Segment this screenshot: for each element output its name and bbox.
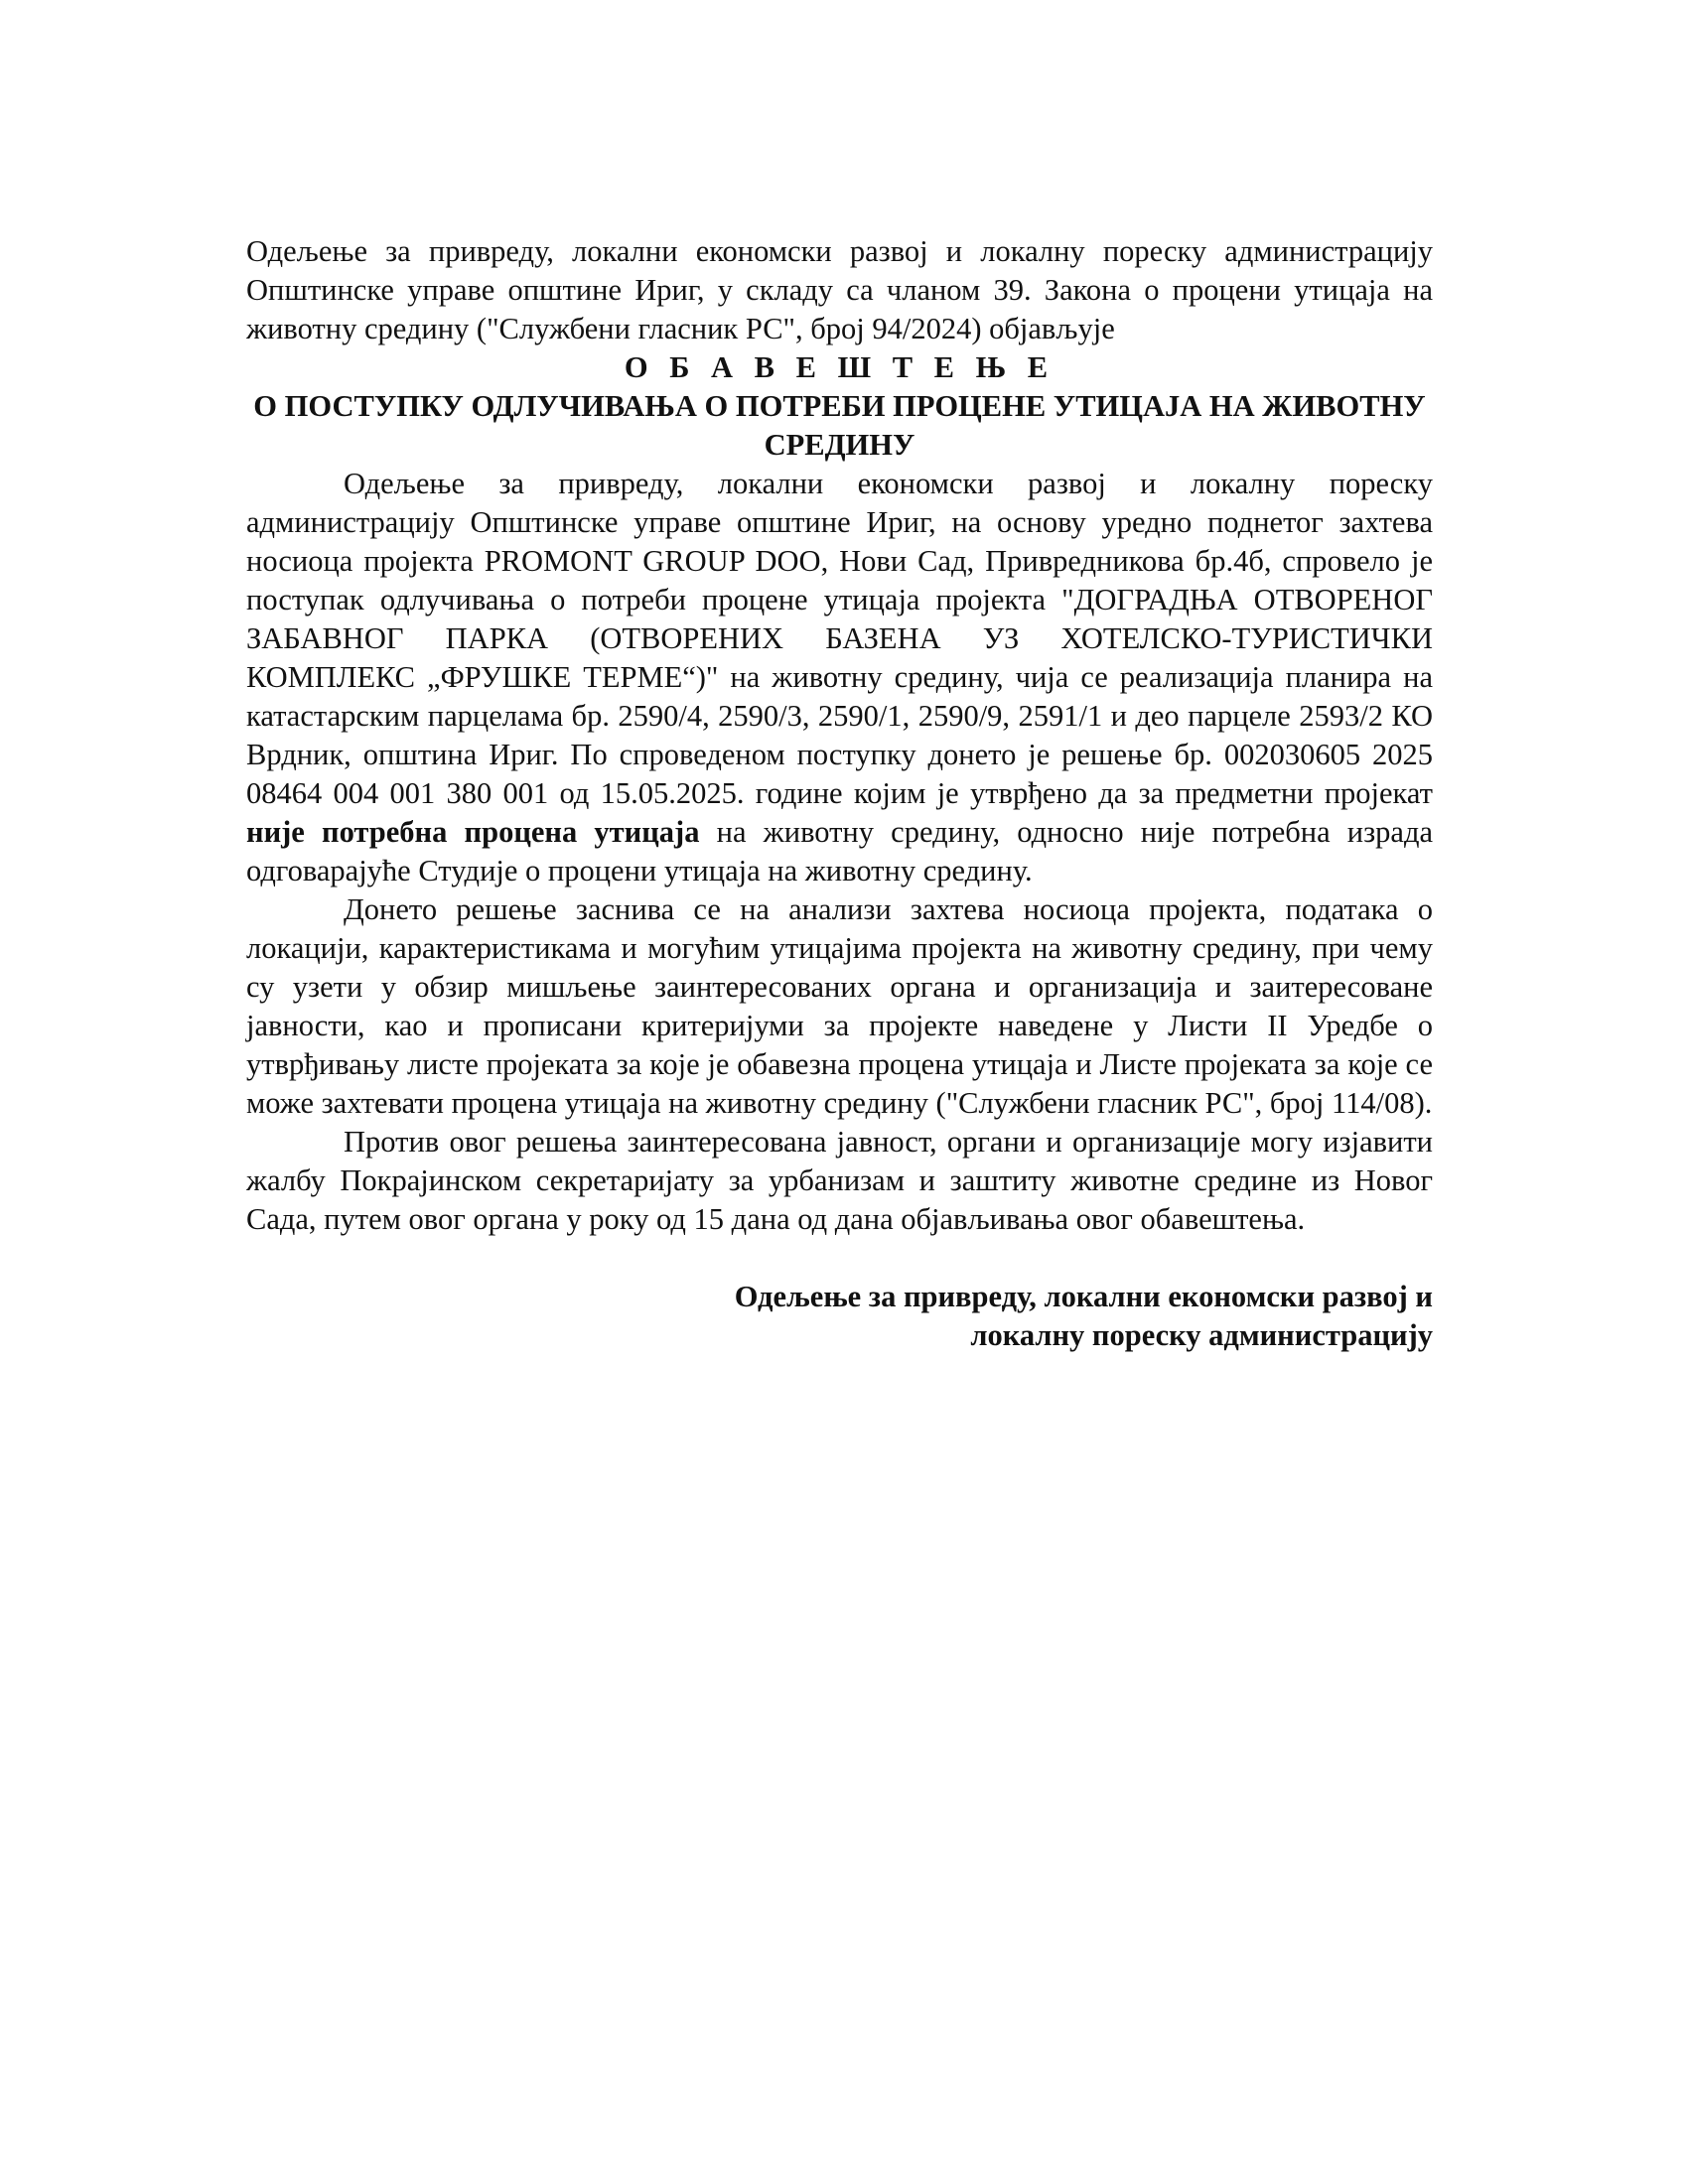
signature-block xyxy=(246,1278,1433,1355)
decision-text-end: на животну средину, односно није потребна израда одговарајуће Студије о процени утицаја на животну средину. xyxy=(246,815,1434,887)
notice-subtitle: О ПОСТУПКУ ОДЛУЧИВАЊА О ПОТРЕБИ ПРОЦЕНЕ УТИЦАЈА НА ЖИВОТНУ СРЕДИНУ xyxy=(253,389,1426,462)
signature-line-1: Одељење за привреду, локални економски развој и xyxy=(734,1280,1433,1313)
intro-paragraph: Одељење за привреду, локални економски развој и локалну пореску администрацију Општинске управе општине Ириг, у складу са чланом 39. Закона о процени утицаја на животну средину ("Службени гласник РС", број 94/2024) објављује xyxy=(246,234,1433,345)
decision-bold-text: није потребна процена утицаја xyxy=(246,815,700,849)
basis-paragraph: Донето решење заснива се на анализи захтева носиоца пројекта, података о локацији, карактеристикама и могућим утицајима пројекта на животну средину, при чему су узети у обзир мишљење заинтересованих органа и организација и заитересоване јавности, као и прописани критеријуми за пројекте наведене у Листи II Уредбе о утврђивању листе пројеката за које је обавезна процена утицаја и Листе пројеката за које се може захтевати процена утицаја на животну средину ("Службени гласник РС", број 114/08). xyxy=(246,892,1433,1120)
notice-title: О Б А В Е Ш Т Е Њ Е xyxy=(624,350,1055,384)
signature-line-2: локалну пореску администрацију xyxy=(970,1318,1433,1352)
decision-text-start: Одељење за привреду, локални економски развој и локалну пореску администрацију Општинске управе општине Ириг, на основу уредно поднетог захтева носиоца пројекта PROMONT GROUP DOO, Нови Сад, Привредникова бр.4б, спровело је поступак одлучивања о потреби процене утицаја пројекта "ДОГРАДЊА ОТВОРЕНОГ ЗАБАВНОГ ПАРКА (ОТВОРЕНИХ БАЗЕНА УЗ ХОТЕЛСКО-ТУРИСТИЧКИ КОМПЛЕКС „ФРУШКЕ ТЕРМЕ“)" на животну средину, чија се реализација планира на катастарским парцелама бр. 2590/4, 2590/3, 2590/1, 2590/9, 2591/1 и део парцеле 2593/2 КО Врдник, општина Ириг. По спроведеном поступку донето је решење бр. 002030605 2025 08464 004 001 380 001 од 15.05.2025. године којим је утврђено да за предметни пројекат xyxy=(246,467,1433,810)
appeal-paragraph: Против овог решења заинтересована јавност, органи и организације могу изјавити жалбу Покрајинском секретаријату за урбанизам и заштиту животне средине из Новог Сада, путем овог органа у року од 15 дана од дана објављивања овог обавештења. xyxy=(246,1125,1433,1236)
document-page xyxy=(246,232,1433,1355)
decision-paragraph xyxy=(246,465,1433,890)
